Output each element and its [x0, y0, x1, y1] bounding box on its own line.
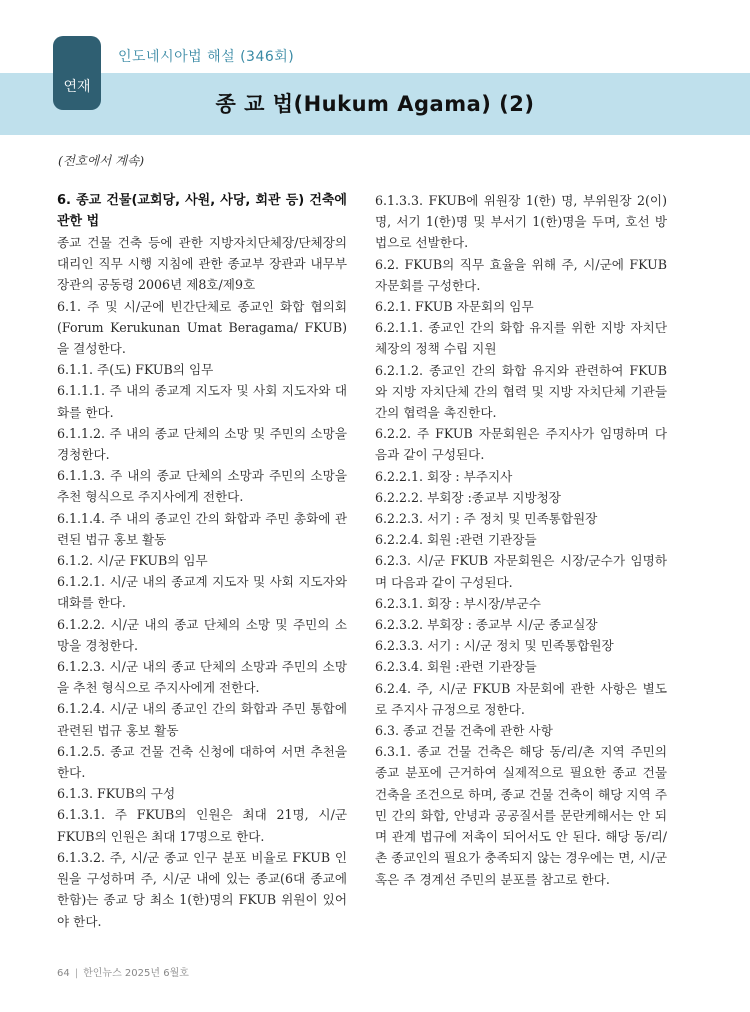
continued-note: (전호에서 계속) [58, 153, 145, 168]
paragraph: 6.2.2. 주 FKUB 자문회원은 주지사가 임명하며 다음과 같이 구성된다. [375, 426, 667, 463]
paragraph: 6.2.2.4. 회원 :관련 기관장들 [375, 532, 537, 548]
paragraph: 6.2. FKUB의 직무 효율을 위해 주, 시/군에 FKUB 자문회를 구성한다. [375, 256, 667, 293]
paragraph: 6.2.3.4. 회원 :관련 기관장들 [375, 659, 537, 675]
paragraph: 6.1.1.4. 주 내의 종교인 간의 화합과 주민 총화에 관련된 법규 홍보 활동 [57, 510, 347, 547]
paragraph: 6.2.3.1. 회장 : 부시장/부군수 [375, 595, 541, 611]
paragraph: 6.1.2.5. 종교 건물 건축 신청에 대하여 서면 추천을 한다. [57, 743, 347, 781]
publication-name: 한인뉴스 2025년 6월호 [83, 968, 189, 979]
paragraph: 6.2.2.2. 부회장 :종교부 지방청장 [375, 489, 561, 505]
paragraph: 6.1.1. 주(도) FKUB의 임무 [57, 362, 214, 378]
paragraph: 6.2.1. FKUB 자문회의 임무 [375, 299, 534, 315]
paragraph: 6.1.3.3. FKUB에 위원장 1(한) 명, 부위원장 2(이)명, 서기 1(한)명 및 부서기 1(한)명을 두며, 호선 방법으로 선발한다. [375, 193, 667, 251]
paragraph: 6.1.2. 시/군 FKUB의 임무 [57, 553, 208, 569]
paragraph: 6.2.3.3. 서기 : 시/군 정치 및 민족통합원장 [375, 638, 614, 654]
series-tag-label: 연재 [63, 79, 91, 95]
left-column [57, 190, 347, 932]
paragraph: 6.1.1.3. 주 내의 종교 단체의 소망과 주민의 소망을 추천 형식으로 주지사에게 전한다. [57, 468, 347, 505]
paragraph: 6.1.3. FKUB의 구성 [57, 786, 176, 802]
section-heading: 6. 종교 건물(교회당, 사원, 사당, 회관 등) 건축에 관한 법 [57, 193, 347, 229]
paragraph: 6.2.3. 시/군 FKUB 자문회원은 시장/군수가 임명하며 다음과 같이 구성된다. [375, 553, 667, 590]
paragraph: 6.2.3.2. 부회장 : 종교부 시/군 종교실장 [375, 617, 598, 633]
page-footer [57, 964, 189, 979]
footer-separator: | [74, 968, 79, 979]
paragraph: 6.2.2.1. 회장 : 부주지사 [375, 468, 513, 484]
paragraph: 6.2.1.2. 종교인 간의 화합 유지와 관련하여 FKUB와 지방 자치단체 간의 협력 및 지방 자치단체 기관들 간의 협력을 촉진한다. [375, 362, 667, 421]
paragraph: 종교 건물 건축 등에 관한 지방자치단체장/단체장의 대리인 직무 시행 지침에 관한 종교부 장관과 내무부 장관의 공동령 2006년 제8호/제9호 [57, 235, 347, 293]
paragraph: 6.3. 종교 건물 건축에 관한 사항 [375, 723, 553, 739]
series-title: 인도네시아법 해설 (346회) [118, 49, 295, 65]
paragraph: 6.2.4. 주, 시/군 FKUB 자문회에 관한 사항은 별도로 주지사 규정으로 정한다. [375, 680, 667, 717]
paragraph: 6.1.3.2. 주, 시/군 종교 인구 분포 비율로 FKUB 인원을 구성하며 주, 시/군 내에 있는 종교(6대 종교에 한함)는 종교 당 최소 1(한)명의 FKUB 위원이 있어야 한다. [57, 849, 347, 929]
paragraph: 6.2.2.3. 서기 : 주 정치 및 민족통합원장 [375, 511, 598, 527]
paragraph: 6.1.2.3. 시/군 내의 종교 단체의 소망과 주민의 소망을 추천 형식으로 주지사에게 전한다. [57, 659, 347, 696]
right-column [375, 190, 667, 890]
paragraph: 6.1.1.2. 주 내의 종교 단체의 소망 및 주민의 소망을 경청한다. [57, 425, 347, 463]
paragraph: 6.1.2.2. 시/군 내의 종교 단체의 소망 및 주민의 소망을 경청한다. [57, 616, 347, 653]
page-number: 64 [57, 968, 70, 979]
article-title: 종 교 법(Hukum Agama) (2) [215, 92, 535, 116]
paragraph: 6.1. 주 및 시/군에 빈간단체로 종교인 화합 협의회(Forum Kerukunan Umat Beragama/ FKUB)을 결성한다. [57, 298, 347, 357]
paragraph: 6.2.1.1. 종교인 간의 화합 유지를 위한 지방 자치단체장의 정책 수립 지원 [375, 320, 667, 357]
paragraph: 6.1.2.4. 시/군 내의 종교인 간의 화합과 주민 통합에 관련된 법규 홍보 활동 [57, 701, 347, 738]
paragraph: 6.1.1.1. 주 내의 종교계 지도자 및 사회 지도자와 대화를 한다. [57, 383, 347, 420]
paragraph: 6.1.2.1. 시/군 내의 종교계 지도자 및 사회 지도자와 대화를 한다. [57, 574, 347, 611]
paragraph: 6.3.1. 종교 건물 건축은 해당 동/리/촌 지역 주민의 종교 분포에 근거하여 실제적으로 필요한 종교 건물 건축을 조건으로 하며, 종교 건물 건축이 해당 지역 주민 간의 화합, 안녕과 공공질서를 문란케해서는 안 되며 관계 법규에 저촉이 되어서도 안 된다. 해당 동/리/촌 종교인의 필요가 충족되지 않는 경우에는 면, 시/군 혹은 주 경계선 주민의 분포를 참고로 한다. [375, 744, 667, 887]
paragraph: 6.1.3.1. 주 FKUB의 인원은 최대 21명, 시/군 FKUB의 인원은 최대 17명으로 한다. [57, 807, 347, 844]
